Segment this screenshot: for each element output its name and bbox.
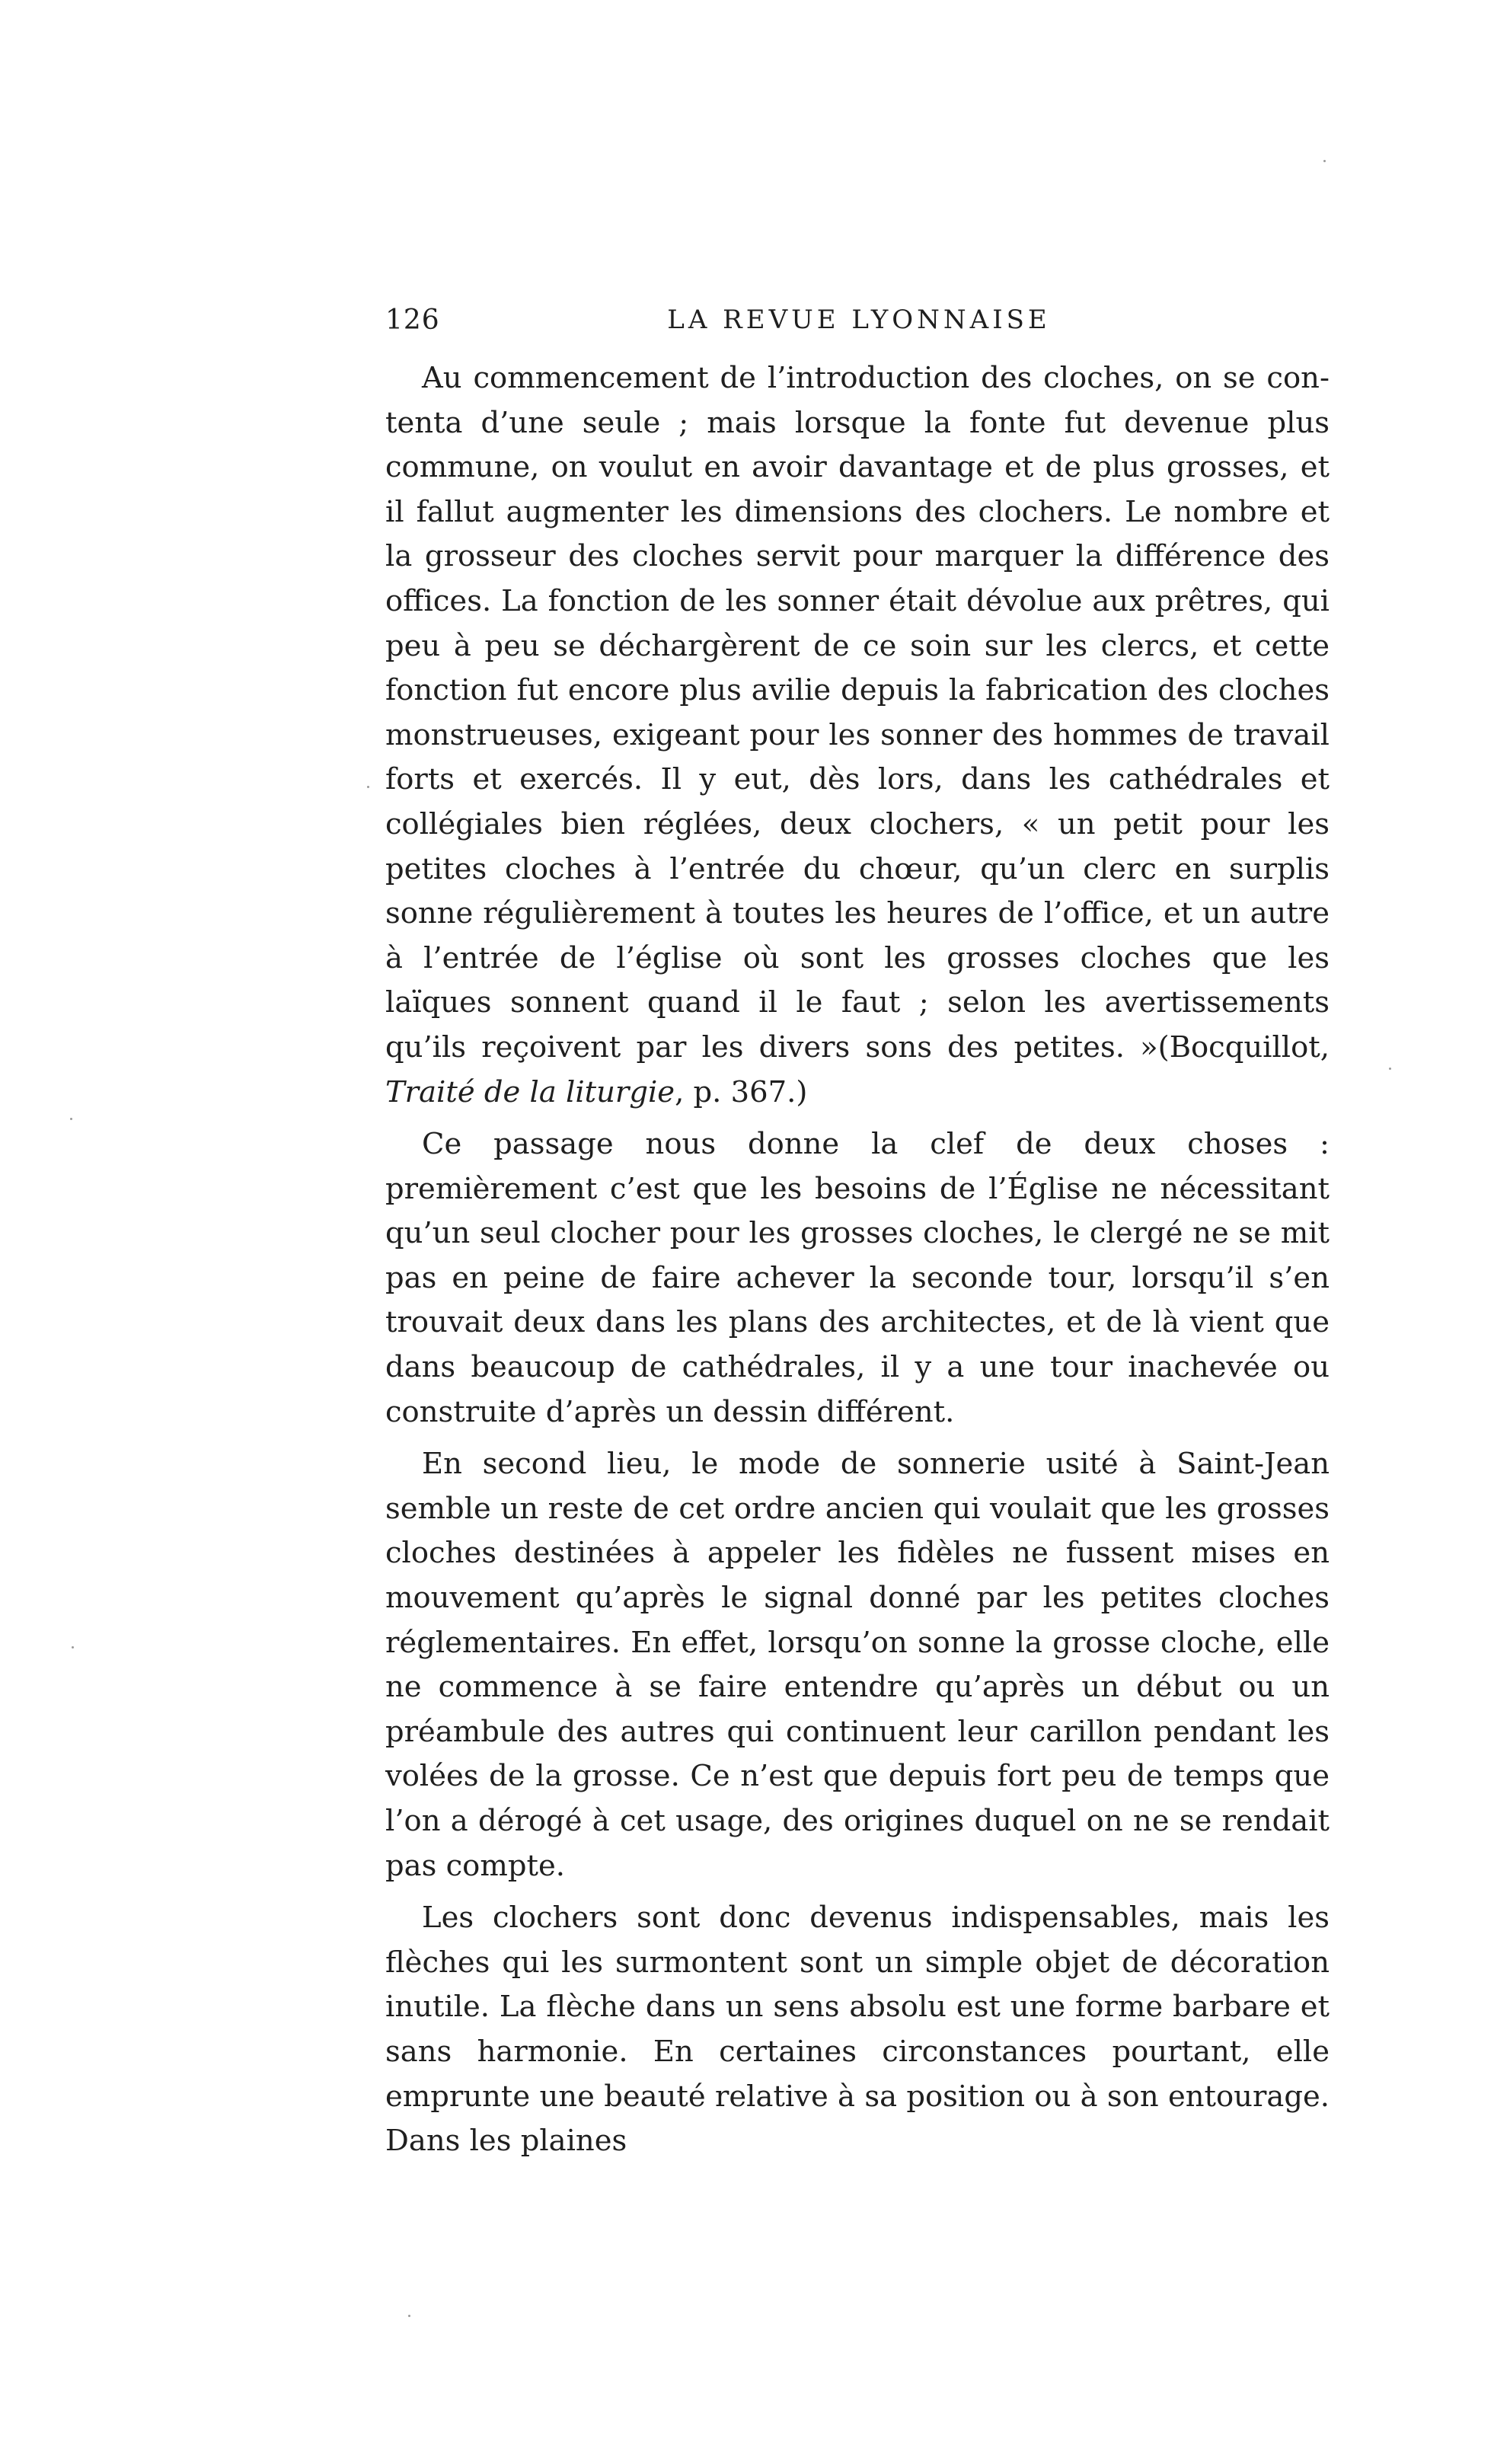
paragraph-1-text: Au commencement de l’introduction des cloches, on se contenta d’une seule ; mais lorsque la fonte fut devenue plus commune, on voulut en avoir davantage et de plus grosses, et il fallut augmenter les dimensions des clochers. Le nombre et la grosseur des cloches servit pour marquer la différence des offices. La fonction de les sonner était dévolue aux prêtres, qui peu à peu se déchargèrent de ce soin sur les clercs, et cette fonction fut encore plus avilie depuis la fabrication des cloches monstrueuses, exigeant pour les sonner des hommes de travail forts et exercés. Il y eut, dès lors, dans les cathédrales et collégiales bien réglées, deux clochers, « un petit pour les petites cloches à l’entrée du chœur, qu’un clerc en surplis sonne régulièrement à toutes les heures de l’office, et un autre à l’entrée de l’église où sont les grosses cloches que les laïques sonnent quand il le faut ; selon les avertissements qu’ils reçoivent par les divers sons des petites. » (385, 361, 1330, 1064)
paper-speck (408, 2315, 410, 2317)
paper-speck (367, 786, 369, 788)
paragraph-1 (385, 356, 1330, 1115)
page-header (385, 305, 1333, 350)
running-title: LA REVUE LYONNAISE (667, 305, 1051, 335)
source-suffix: , p. 367.) (675, 1074, 808, 1109)
paragraph-4: Les clochers sont donc devenus indispensables, mais les flèches qui les surmontent sont un simple objet de décoration inutile. La flèche dans un sens absolu est une forme barbare et sans harmonie. En certaines circonstances pourtant, elle emprunte une beauté relative à sa position ou à son entourage. Dans les plaines (385, 1901, 1330, 2159)
page-number: 126 (385, 305, 440, 336)
source-prefix: (Bocquillot, (1157, 1029, 1330, 1064)
paper-speck (70, 1118, 72, 1120)
paragraph-2: Ce passage nous donne la clef de deux choses : premièrement c’est que les besoins de l’Église ne nécessitant qu’un seul clocher pour les grosses cloches, le clergé ne se mit pas en peine de faire achever la seconde tour, lorsqu’il s’en trouvait deux dans les plans des architectes, et de là vient que dans beaucoup de cathédrales, il y a une tour inachevée ou construite d’après un dessin différent. (385, 1127, 1330, 1429)
source-title: Traité de la liturgie (385, 1074, 675, 1109)
body-text (385, 356, 1330, 2172)
paper-speck (1323, 160, 1326, 162)
paper-speck (72, 1646, 74, 1649)
paragraph-3: En second lieu, le mode de sonnerie usité à Saint-Jean semble un reste de cet ordre ancien qui voulait que les grosses cloches destinées à appeler les fidèles ne fussent mises en mouvement qu’après le signal donné par les petites cloches réglementaires. En effet, lorsqu’on sonne la grosse cloche, elle ne commence à se faire entendre qu’après un début ou un préambule des autres qui continuent leur carillon pendant les volées de la grosse. Ce n’est que depuis fort peu de temps que l’on a dérogé à cet usage, des origines duquel on ne se rendait pas compte. (385, 1447, 1330, 1883)
paper-speck (1389, 1068, 1391, 1070)
